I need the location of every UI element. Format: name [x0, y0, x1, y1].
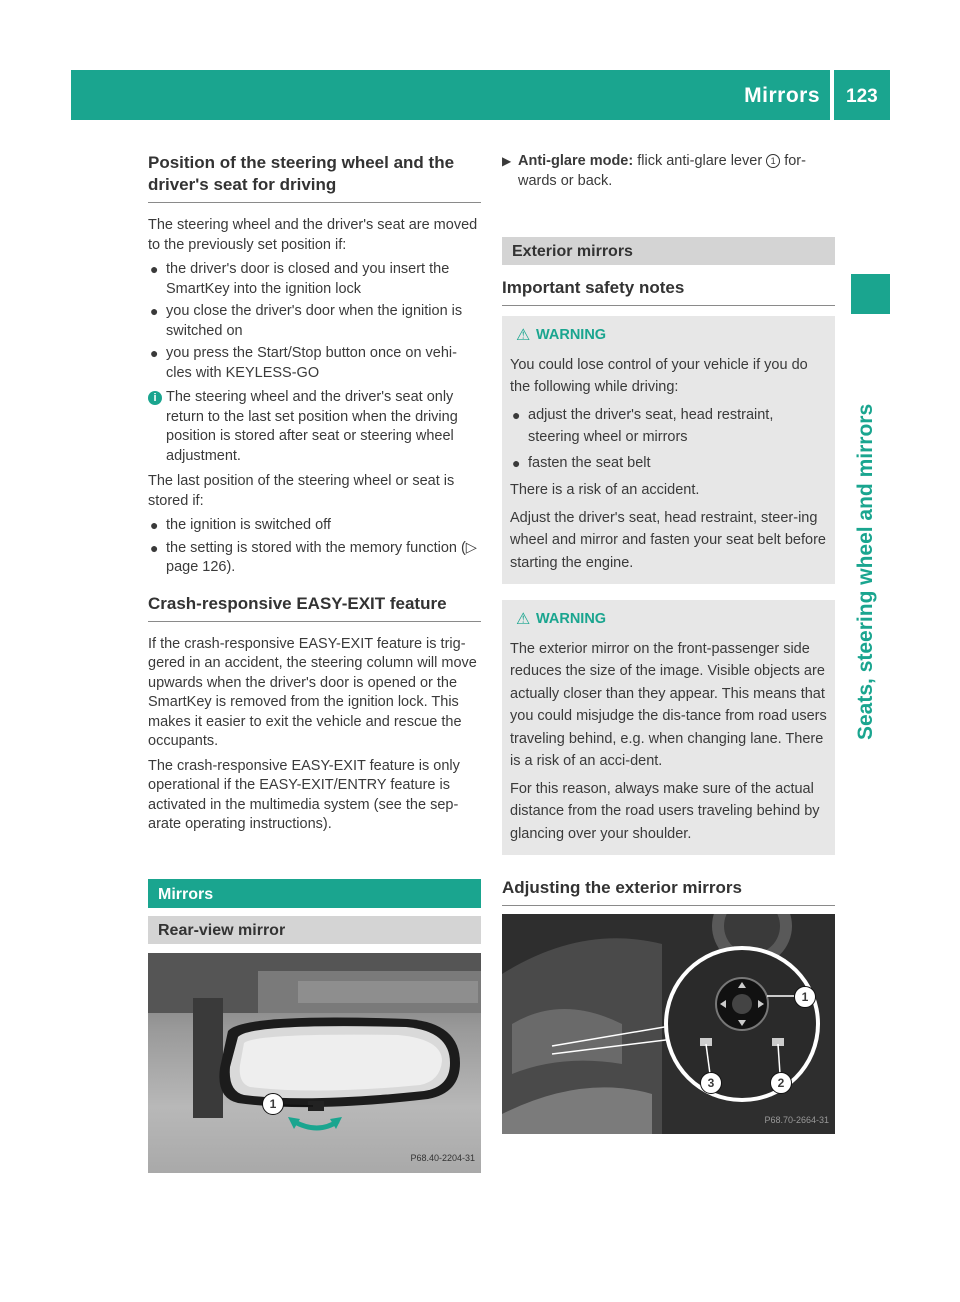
arrow-right-icon: ▶: [502, 154, 512, 168]
image-code: P68.70-2664-31: [764, 1114, 829, 1125]
section-band-mirrors: Mirrors: [148, 879, 481, 908]
bullet-icon: ●: [150, 303, 159, 319]
callout-ref-1: 1: [766, 154, 780, 168]
header-divider: [830, 70, 834, 120]
bullet-icon: ●: [150, 539, 159, 556]
bullet-icon: ●: [512, 406, 521, 423]
info-note: i The steering wheel and the driver's seat only return to the last set position when the driving position is stored after seat or steering wheel adjustment.: [148, 388, 481, 466]
subsection-band-rear-view: Rear-view mirror: [148, 916, 481, 944]
page-number: 123: [846, 86, 878, 107]
list-item: [148, 539, 481, 578]
list-item: ● fasten the seat belt: [510, 452, 827, 475]
left-column: [148, 152, 481, 1173]
warning-text: The exterior mirror on the front-passenger side reduces the size of the image. Visible objects are actually closer than they appear. This means that you could misjudge the dis-tance from road users traveling behind, e.g. when changing lane. There is a risk of an acci-dent.: [510, 640, 827, 769]
heading-easy-exit: Crash-responsive EASY-EXIT feature: [148, 593, 481, 622]
callout-1: 1: [794, 986, 816, 1008]
warning-box-1: [502, 316, 835, 584]
rear-view-mirror-image: [148, 953, 481, 1173]
section-title: Mirrors: [744, 84, 820, 107]
bullet-list: [148, 516, 481, 578]
mirror-adjust-control-image: [502, 914, 835, 1134]
warning-title: WARNING: [536, 327, 607, 343]
warning-text: For this reason, always make sure of the actual distance from the road users traveling behind by glancing over your shoulder.: [510, 780, 820, 842]
warning-triangle-icon: ⚠: [516, 611, 531, 628]
list-item: ● you press the Start/Stop button once on vehi-cles with KEYLESS-GO: [150, 345, 457, 381]
paragraph: The last position of the steering wheel or seat is stored if:: [148, 473, 455, 509]
list-item: ● the driver's door is closed and you insert the SmartKey into the ignition lock: [150, 261, 450, 297]
image-code: P68.40-2204-31: [410, 1153, 475, 1163]
heading-adjusting-mirrors: Adjusting the exterior mirrors: [502, 877, 835, 906]
warning-box-2: [502, 600, 835, 855]
heading-safety-notes: Important safety notes: [502, 277, 835, 306]
paragraph: The crash-responsive EASY-EXIT feature is only operational if the EASY-EXIT/ENTRY feature is activated in the multimedia system (see the sep-arate operating instructions).: [148, 757, 460, 832]
bullet-icon: ●: [150, 261, 159, 277]
info-icon: i: [148, 391, 162, 405]
chapter-tab: [851, 274, 890, 314]
list-item: ● you close the driver's door when the ignition is switched on: [150, 303, 463, 339]
paragraph: The steering wheel and the driver's seat are moved to the previously set position if:: [148, 217, 478, 253]
warning-text: You could lose control of your vehicle if you do the following while driving:: [510, 356, 808, 395]
instruction-step: ▶ Anti-glare mode: flick anti-glare lever 1 for-wards or back.: [502, 152, 835, 191]
bullet-icon: ●: [512, 454, 521, 471]
bullet-icon: ●: [150, 517, 159, 533]
warning-text: There is a risk of an accident.: [510, 482, 700, 498]
paragraph: If the crash-responsive EASY-EXIT feature is trig-gered in an accident, the steering column will move upwards when the driver's door is opened or the SmartKey is removed from the ignition lock. This makes it easier to exit the vehicle and rescue the occupants.: [148, 635, 477, 749]
heading-steering-position: Position of the steering wheel and the driver's seat for driving: [148, 152, 481, 203]
right-column: [502, 152, 835, 1134]
list-item: ● the ignition is switched off: [148, 516, 481, 536]
warning-triangle-icon: ⚠: [516, 327, 531, 344]
warning-list: [510, 404, 827, 475]
callout-2: 2: [770, 1072, 792, 1094]
list-item: ● adjust the driver's seat, head restraint, steering wheel or mirrors: [510, 404, 827, 449]
section-band-exterior-mirrors: Exterior mirrors: [502, 237, 835, 265]
page-link[interactable]: the setting is stored with the memory function (▷ page 126).: [166, 539, 477, 575]
warning-text: Adjust the driver's seat, head restraint, steer-ing wheel and mirror and fasten your seat belt before starting the engine.: [510, 509, 826, 571]
bullet-icon: ●: [150, 345, 159, 361]
callout-3: 3: [700, 1072, 722, 1094]
bullet-list: [148, 260, 481, 383]
warning-title: WARNING: [536, 611, 607, 627]
callout-1: 1: [262, 1093, 284, 1115]
